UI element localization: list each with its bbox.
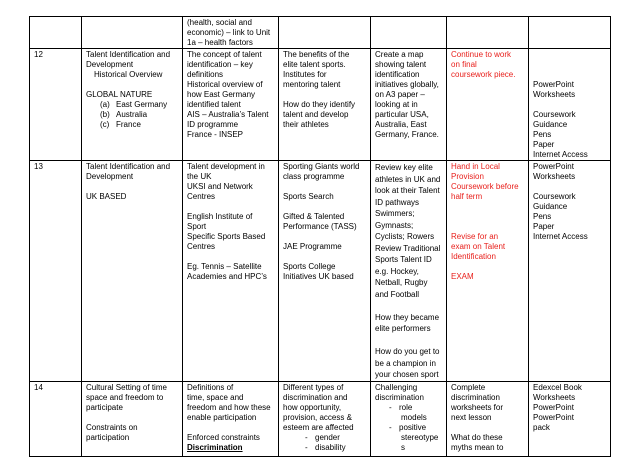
table-row xyxy=(30,17,611,49)
resources-cell: PowerPoint Worksheets Coursework Guidance Pens Paper Internet Access xyxy=(529,49,611,161)
homework-cell: Continue to work on final coursework piece. xyxy=(447,49,529,161)
content-cell: Definitions of time, space and freedom and how these enable participation Enforced constraints Discrimination xyxy=(183,381,279,456)
list-item: - role xyxy=(389,402,413,412)
topic-cell: Talent Identification and Development UK BASED xyxy=(82,161,183,382)
week-number: 12 xyxy=(30,49,82,161)
activities-cell xyxy=(371,17,447,49)
resources-cell: PowerPoint Worksheets Coursework Guidance Pens Paper Internet Access xyxy=(529,161,611,382)
activities-cell: Review key elite athletes in UK and look at their Talent ID pathways Swimmers; Gymnasts; Cyclists; Rowers Review Traditional Sports Talent ID e.g. Hockey, Netball, Rugby and Football How they became elite performers How do you get to be a champion in your chosen sport xyxy=(371,161,447,382)
homework-cell: Hand in Local Provision Coursework before half term Revise for an exam on Talent Identification EXAM xyxy=(447,161,529,382)
homework-cell xyxy=(447,17,529,49)
table-row xyxy=(30,161,611,382)
table-row xyxy=(30,49,611,161)
content-cell: The concept of talent identification – key definitions Historical overview of how East Germany identified talent AIS – Australia’s Talent ID programme France - INSEP xyxy=(183,49,279,161)
topic-cell: Cultural Setting of time space and freedom to participate Constraints on participation xyxy=(82,381,183,456)
resources-cell xyxy=(529,17,611,49)
list-item: (a) East Germany xyxy=(100,100,168,109)
scheme-of-work-table xyxy=(29,16,611,457)
list-item: - positive xyxy=(389,422,427,432)
week-number: 14 xyxy=(30,381,82,456)
content-cell: Talent development in the UK UKSI and Network Centres English Institute of Sport Specific Sports Based Centres Eg. Tennis – Satellite Academies and HPC’s xyxy=(183,161,279,382)
outcomes-cell xyxy=(279,17,371,49)
outcomes-cell: The benefits of the elite talent sports. Institutes for mentoring talent How do they identify talent and develop their athletes xyxy=(279,49,371,161)
week-number: 13 xyxy=(30,161,82,382)
list-item: (b) Australia xyxy=(100,110,148,119)
activities-cell: Create a map showing talent identification initiatives globally, on A3 paper – looking at in particular USA, Australia, East Germany, France. xyxy=(371,49,447,161)
homework-cell: Complete discrimination worksheets for next lesson What do these myths mean to xyxy=(447,381,529,456)
outcomes-cell: Different types of discrimination and how opportunity, provision, access & esteem are affected - gender - disability xyxy=(279,381,371,456)
list-item: (c) France xyxy=(100,120,141,129)
activities-cell: Challenging discrimination - role models - positive stereotype s xyxy=(371,381,447,456)
content-cell: (health, social and economic) – link to Unit 1a – health factors xyxy=(183,17,279,49)
resources-cell: Edexcel Book Worksheets PowerPoint PowerPoint pack xyxy=(529,381,611,456)
topic-cell xyxy=(82,17,183,49)
table-row xyxy=(30,381,611,456)
outcomes-cell: Sporting Giants world class programme Sports Search Gifted & Talented Performance (TASS) JAE Programme Sports College Initiatives UK based xyxy=(279,161,371,382)
list-item: - disability xyxy=(305,442,346,452)
week-cell xyxy=(30,17,82,49)
list-item: - gender xyxy=(305,432,340,442)
topic-cell: Talent Identification and Development Historical Overview GLOBAL NATURE (a) East Germany (b) Australia (c) France xyxy=(82,49,183,161)
